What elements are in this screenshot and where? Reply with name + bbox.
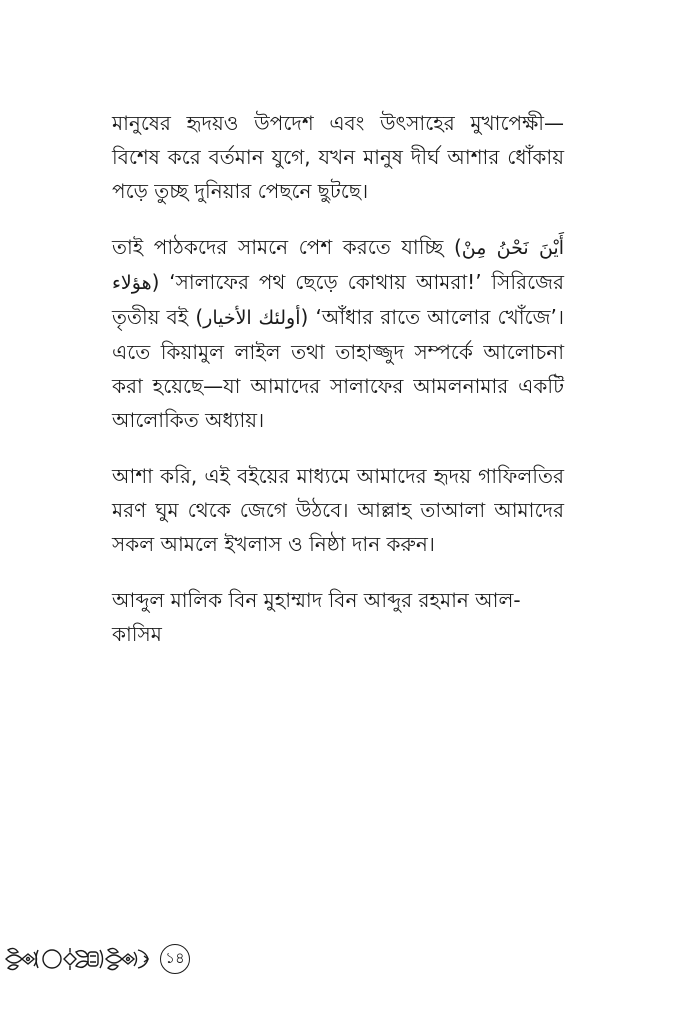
- arabic-book-title: أولئك الأخيار: [203, 307, 301, 329]
- page-number: ১৪: [160, 944, 190, 974]
- paragraph-2-text-b: ) ‘সালাফের পথ ছেড়ে কোথায় আমরা!’ সিরিজের তৃতীয় বই (: [112, 270, 564, 329]
- paragraph-2-text-c: ) ‘আঁধার রাতে আলোর খোঁজে’। এতে কিয়ামুল লাইল তথা তাহাজ্জুদ সম্পর্কে আলোচনা করা হয়েছে—যা আমাদের সালাফের আমলনামার একটি আলোকিত অধ্যায়।: [112, 305, 564, 432]
- paragraph-2-text-a: তাই পাঠকদের সামনে পেশ করতে যাচ্ছি (: [112, 235, 462, 259]
- paragraph-2: [112, 230, 564, 437]
- page-body: [112, 106, 564, 673]
- decorative-border-icon: [4, 944, 156, 974]
- author-signature: আব্দুল মালিক বিন মুহাম্মাদ বিন আব্দুর রহমান আল-কাসিম: [112, 588, 521, 646]
- arabic-series-title: أَيْنَ نَحْنُ مِنْ هؤلاء: [112, 237, 564, 294]
- paragraph-3: আশা করি, এই বইয়ের মাধ্যমে আমাদের হৃদয় গাফিলতির মরণ ঘুম থেকে জেগে উঠবে। আল্লাহ তাআলা আমাদের সকল আমলে ইখলাস ও নিষ্ঠা দান করুন।: [112, 464, 564, 556]
- paragraph-1: মানুষের হৃদয়ও উপদেশ এবং উৎসাহের মুখাপেক্ষী—বিশেষ করে বর্তমান যুগে, যখন মানুষ দীর্ঘ আশার ধোঁকায় পড়ে তুচ্ছ দুনিয়ার পেছনে ছুটছে।: [112, 111, 564, 203]
- page-footer: [4, 941, 190, 977]
